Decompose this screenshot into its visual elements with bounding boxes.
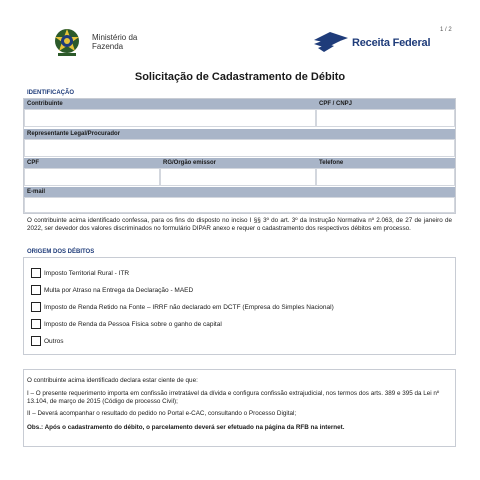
email-field[interactable] (24, 197, 455, 213)
debt-option-label: Multa por Atraso na Entrega da Declaração - MAED (44, 286, 194, 294)
telefone-field[interactable] (316, 168, 455, 186)
representante-label: Representante Legal/Procurador (24, 129, 455, 139)
telefone-label: Telefone (316, 158, 455, 168)
checkbox[interactable] (31, 268, 41, 278)
cpf-field[interactable] (24, 168, 160, 186)
debt-option-label: Imposto de Renda Retido na Fonte – IRRF não declarado em DCTF (Empresa do Simples Nacional) (44, 303, 334, 311)
rg-field[interactable] (160, 168, 316, 186)
debt-option-irpf[interactable] (31, 319, 222, 329)
confession-text: O contribuinte acima identificado confessa, para os fins do disposto no inciso I §§ 3º do art. 3º da Instrução Normativa nº 2.063, de 27 de janeiro de 2022, ser devedor dos valores discriminados no formulário DIPAR anexo e requer o cadastramento dos respectivos débitos em processo. (27, 217, 452, 232)
coat-of-arms-logo (50, 25, 84, 59)
ministry-line1: Ministério da (92, 33, 138, 42)
debt-option-irrf[interactable] (31, 302, 334, 312)
email-label: E-mail (24, 187, 455, 197)
rg-label: RG/Orgão emissor (160, 158, 316, 168)
debt-option-label: Imposto de Renda da Pessoa Física sobre o ganho de capital (44, 320, 222, 328)
declaration-intro: O contribuinte acima identificado declara estar ciente de que: (27, 377, 198, 384)
checkbox[interactable] (31, 336, 41, 346)
debt-option-itr[interactable] (31, 268, 129, 278)
ministry-line2: Fazenda (92, 42, 124, 51)
declaration-item-1: I – O presente requerimento importa em confissão irretratável da dívida e configura confissão extrajudicial, nos termos dos arts. 389 e 395 da Lei nº 13.104, de março de 2015 (Código de processo Civil); (27, 390, 440, 405)
declaration-item-2: II – Deverá acompanhar o resultado do pedido no Portal e-CAC, consultando o Processo Digital; (27, 410, 297, 417)
identification-grid (23, 98, 456, 214)
checkbox[interactable] (31, 319, 41, 329)
page-title: Solicitação de Cadastramento de Débito (134, 71, 346, 83)
receita-federal-logo (312, 28, 350, 56)
contribuinte-field[interactable] (24, 109, 316, 127)
representante-field[interactable] (24, 139, 455, 157)
checkbox[interactable] (31, 302, 41, 312)
debt-option-outros[interactable] (31, 336, 64, 346)
cpf-label: CPF (24, 158, 160, 168)
debt-option-label: Imposto Territorial Rural - ITR (44, 269, 130, 277)
ministry-name (92, 33, 137, 51)
agency-name: Receita Federal (352, 37, 431, 49)
cpf-cnpj-field[interactable] (316, 109, 455, 127)
debt-option-maed[interactable] (31, 285, 193, 295)
cpf-cnpj-label: CPF / CNPJ (316, 99, 455, 109)
contribuinte-label: Contribuinte (24, 99, 316, 109)
debts-section-title: ORIGEM DOS DÉBITOS (27, 249, 95, 255)
checkbox[interactable] (31, 285, 41, 295)
identification-section-title: IDENTIFICAÇÃO (27, 90, 74, 96)
declaration-obs: Obs.: Após o cadastramento do débito, o parcelamento deverá ser efetuado na página da RFB na internet. (27, 424, 345, 431)
debt-option-label: Outros (44, 337, 64, 345)
page-number: 1 / 2 (440, 27, 452, 33)
